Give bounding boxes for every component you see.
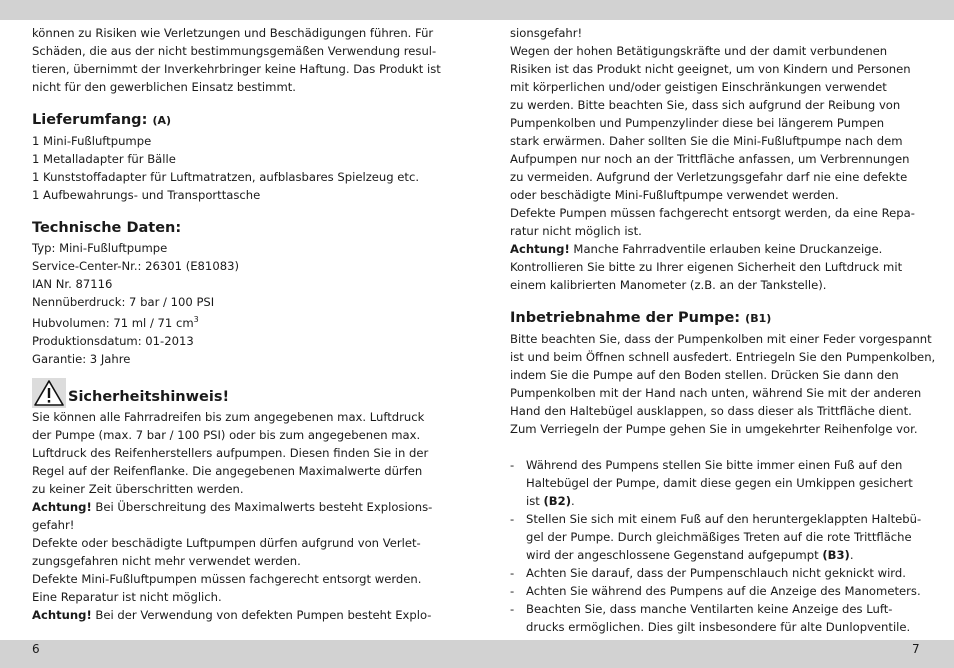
bullet-dash: - bbox=[510, 566, 515, 580]
page-number-right: 7 bbox=[912, 642, 920, 656]
bullet-line: - Achten Sie darauf, dass der Pumpenschlauch nicht geknickt wird. bbox=[510, 566, 906, 580]
warning-triangle-icon bbox=[32, 378, 66, 408]
tech-line: Garantie: 3 Jahre bbox=[32, 351, 131, 366]
commission-line: indem Sie die Pumpe auf den Boden stellen. Drücken Sie dann den bbox=[510, 368, 899, 382]
scope-item: 1 Kunststoffadapter für Luftmatratzen, aufblasbares Spielzeug etc. bbox=[32, 170, 420, 184]
intro-line: tieren, übernimmt der Inverkehrbringer keine Haftung. Das Produkt ist bbox=[32, 62, 441, 76]
commission-line: Pumpenkolben mit der Hand nach unten, während Sie mit der anderen bbox=[510, 386, 922, 400]
safety-line: Luftdruck des Reifenherstellers aufpumpen. Diesen finden Sie in der bbox=[32, 445, 429, 460]
safety-heading bbox=[32, 378, 444, 408]
commission-title: Inbetriebnahme der Pumpe: bbox=[510, 310, 741, 326]
bullet-line: - Stellen Sie sich mit einem Fuß auf den heruntergeklappten Haltebü- bbox=[510, 512, 922, 526]
left-page bbox=[32, 24, 444, 624]
attention-label: Achtung! bbox=[32, 499, 92, 514]
text-line: mit körperlichen und/oder geistigen Einschränkungen verwendet bbox=[510, 80, 887, 94]
safety-line: zungsgefahren nicht mehr verwendet werden. bbox=[32, 553, 301, 568]
text-line: zu werden. Bitte beachten Sie, dass sich aufgrund der Reibung von bbox=[510, 98, 901, 112]
text-line: Pumpenkolben und Pumpenzylinder diese bei längerem Pumpen bbox=[510, 116, 885, 130]
intro-line: können zu Risiken wie Verletzungen und Beschädigungen führen. Für bbox=[32, 26, 434, 40]
bullet-line: drucks ermöglichen. Dies gilt insbesondere für alte Dunlopventile. bbox=[526, 620, 911, 634]
safety-line: zu keiner Zeit überschritten werden. bbox=[32, 481, 244, 496]
tech-line: Service-Center-Nr.: 26301 (E81083) bbox=[32, 259, 239, 273]
text-line: Kontrollieren Sie bitte zu Ihrer eigenen Sicherheit den Luftdruck mit bbox=[510, 260, 903, 274]
figure-ref: (B3) bbox=[822, 548, 850, 562]
commission-ref: (B1) bbox=[745, 312, 772, 325]
commission-line: Hand den Haltebügel ausklappen, so dass dieser als Trittfläche dient. bbox=[510, 404, 912, 418]
text-line: Defekte Pumpen müssen fachgerecht entsorgt werden, da eine Repa- bbox=[510, 206, 915, 220]
attention-label: Achtung! bbox=[32, 607, 92, 622]
commission-line: ist und beim Öffnen schnell ausfedert. Entriegeln Sie den Pumpenkolben, bbox=[510, 350, 936, 364]
commission-line: Bitte beachten Sie, dass der Pumpenkolben mit einer Feder vorgespannt bbox=[510, 332, 932, 346]
scope-title: Lieferumfang: bbox=[32, 112, 148, 128]
spacer bbox=[510, 438, 926, 456]
tech-line: Typ: Mini-Fußluftpumpe bbox=[32, 241, 168, 255]
scope-item: 1 Metalladapter für Bälle bbox=[32, 152, 176, 166]
text-line: oder beschädigte Mini-Fußluftpumpe verwendet werden. bbox=[510, 188, 839, 202]
safety-line: Regel auf der Reifenflanke. Die angegebenen Maximalwerte dürfen bbox=[32, 463, 423, 478]
tech-line: IAN Nr. 87116 bbox=[32, 277, 113, 291]
safety-line: Defekte Mini-Fußluftpumpen müssen fachgerecht entsorgt werden. bbox=[32, 571, 422, 586]
bullet-dash: - bbox=[510, 512, 515, 526]
safety-title: Sicherheitshinweis! bbox=[68, 388, 230, 405]
commission-line: Zum Verriegeln der Pumpe gehen Sie in umgekehrter Reihenfolge vor. bbox=[510, 422, 918, 436]
attention-label: Achtung! bbox=[510, 242, 570, 256]
bullet-line: ist (B2). bbox=[526, 494, 575, 508]
tech-heading: Technische Daten: bbox=[32, 220, 182, 236]
bullet-line: wird der angeschlossene Gegenstand aufgepumpt (B3). bbox=[526, 548, 854, 562]
bullet-line: - Beachten Sie, dass manche Ventilarten keine Anzeige des Luft- bbox=[510, 602, 893, 616]
intro-line: nicht für den gewerblichen Einsatz bestimmt. bbox=[32, 80, 296, 94]
tech-line: Produktionsdatum: 01-2013 bbox=[32, 333, 194, 348]
attention-line: Achtung! Manche Fahrradventile erlauben keine Druckanzeige. bbox=[510, 242, 883, 256]
text-line: Risiken ist das Produkt nicht geeignet, um von Kindern und Personen bbox=[510, 62, 911, 76]
bullet-dash: - bbox=[510, 584, 515, 598]
scope-item: 1 Mini-Fußluftpumpe bbox=[32, 134, 152, 148]
bottom-band bbox=[0, 640, 954, 668]
text-line: stark erwärmen. Daher sollten Sie die Mini-Fußluftpumpe nach dem bbox=[510, 134, 903, 148]
text-line: ratur nicht möglich ist. bbox=[510, 224, 642, 238]
bullet-dash: - bbox=[510, 602, 515, 616]
right-page bbox=[510, 24, 936, 636]
scope-item: 1 Aufbewahrungs- und Transporttasche bbox=[32, 188, 261, 202]
scope-ref: (A) bbox=[152, 114, 172, 127]
intro-line: Schäden, die aus der nicht bestimmungsgemäßen Verwendung resul- bbox=[32, 44, 437, 58]
safety-line: der Pumpe (max. 7 bar / 100 PSI) oder bis zum angegebenen max. bbox=[32, 427, 421, 442]
text-line: sionsgefahr! bbox=[510, 26, 583, 40]
commission-heading bbox=[510, 307, 926, 330]
text-line: Aufpumpen nur noch an der Trittfläche anfassen, um Verbrennungen bbox=[510, 152, 910, 166]
safety-line: Sie können alle Fahrradreifen bis zum angegebenen max. Luftdruck bbox=[32, 409, 425, 424]
text-line: einem kalibrierten Manometer (z.B. an der Tankstelle). bbox=[510, 278, 827, 292]
bullet-line: - Achten Sie während des Pumpens auf die Anzeige des Manometers. bbox=[510, 584, 921, 598]
text-line: zu vermeiden. Aufgrund der Verletzungsgefahr darf nie eine defekte bbox=[510, 170, 908, 184]
attention-line: Achtung! Bei der Verwendung von defekten Pumpen besteht Explo- bbox=[32, 607, 432, 622]
bullet-line: gel der Pumpe. Durch gleichmäßiges Treten auf die rote Trittfläche bbox=[526, 530, 912, 544]
page-number-left: 6 bbox=[32, 642, 40, 656]
attention-line: Achtung! Bei Überschreitung des Maximalwerts besteht Explosions- bbox=[32, 499, 433, 514]
scope-heading bbox=[32, 109, 444, 132]
safety-line: gefahr! bbox=[32, 517, 75, 532]
safety-line: Eine Reparatur ist nicht möglich. bbox=[32, 589, 222, 604]
tech-volume: Hubvolumen: 71 ml / 71 $cm^3$ bbox=[32, 315, 199, 330]
text-line: Wegen der hohen Betätigungskräfte und der damit verbundenen bbox=[510, 44, 888, 58]
top-band bbox=[0, 0, 954, 20]
tech-line: Nennüberdruck: 7 bar / 100 PSI bbox=[32, 295, 215, 309]
bullet-dash: - bbox=[510, 458, 515, 472]
volume-sup: 3 bbox=[193, 315, 199, 324]
bullet-line: - Während des Pumpens stellen Sie bitte immer einen Fuß auf den bbox=[510, 458, 903, 472]
figure-ref: (B2) bbox=[543, 494, 572, 508]
bullet-line: Haltebügel der Pumpe, damit diese gegen ein Umkippen gesichert bbox=[526, 476, 913, 490]
safety-line: Defekte oder beschädigte Luftpumpen dürfen aufgrund von Verlet- bbox=[32, 535, 421, 550]
